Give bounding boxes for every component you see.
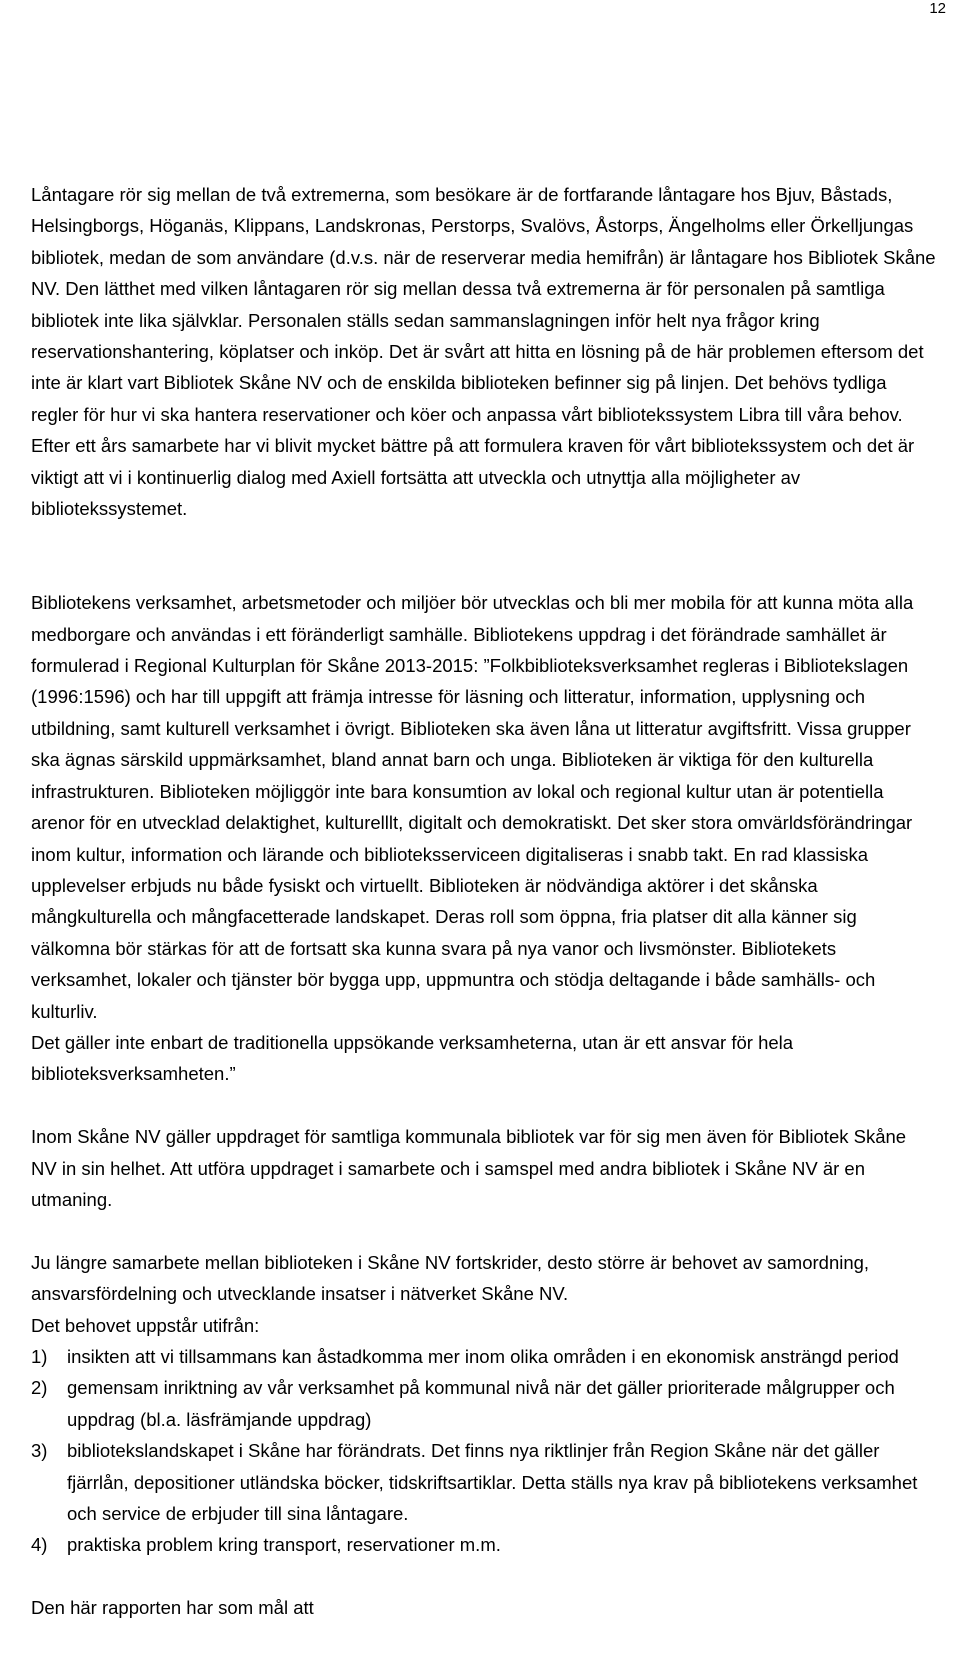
list-number: 2) xyxy=(31,1377,48,1399)
list-text: insikten att vi tillsammans kan åstadkomma mer inom olika områden i en ekonomisk ansträngd period xyxy=(67,1345,899,1367)
paragraph-gap xyxy=(31,524,936,555)
paragraph-gap xyxy=(31,1215,936,1246)
paragraph-cooperation: Ju längre samarbete mellan biblioteken i Skåne NV fortskrider, desto större är behovet av samordning, ansvarsfördelning och utvecklande insatser i nätverket Skåne NV. xyxy=(31,1251,870,1305)
page-number: 12 xyxy=(929,0,946,17)
paragraph-gap xyxy=(31,556,936,587)
list-text: gemensam inriktning av vår verksamhet på kommunal nivå när det gäller prioriterade målgrupper och uppdrag (bl.a. läsfrämjande uppdrag) xyxy=(67,1377,895,1430)
list-number: 1) xyxy=(31,1345,48,1367)
paragraph-skane-nv-mission: Inom Skåne NV gäller uppdraget för samtliga kommunala bibliotek var för sig men även för Bibliotek Skåne NV in sin helhet. Att utföra uppdraget i samarbete och i samspel med andra bibliotek i Skåne NV är en utmaning. xyxy=(31,1126,907,1210)
list-item xyxy=(31,1529,936,1560)
list-item xyxy=(31,1372,936,1435)
paragraph-borrowers: Låntagare rör sig mellan de två extremerna, som besökare är de fortfarande låntagare hos Bjuv, Båstads, Helsingborgs, Höganäs, Klippans, Landskronas, Perstorps, Svalövs, Åstorps, Ängelholms eller Örkelljungas bibliotek, medan de som användare (d.v.s. när de reserverar media hemifrån) är låntagare hos Bibliotek Skåne NV. Den lätthet med vilken låntagaren rör sig mellan dessa två extremerna är för personalen på samtliga bibliotek inte lika självklar. Personalen ställs sedan sammanslagningen inför helt nya frågor kring reservationshantering, köplatser och inköp. Det är svårt att hitta en lösning på de här problemen eftersom det inte är klart vart Bibliotek Skåne NV och de enskilda biblioteken befinner sig på linjen. Det behövs tydliga regler för hur vi ska hantera reservationer och köer och anpassa vårt bibliotekssystem Libra till våra behov. Efter ett års samarbete har vi blivit mycket bättre på att formulera kraven för vårt bibliotekssystem och det är viktigt att vi i kontinuerlig dialog med Axiell fortsätta att utveckla och utnyttja alla möjligheter av bibliotekssystemet. xyxy=(31,184,936,520)
document-body xyxy=(31,179,936,1624)
list-item xyxy=(31,1341,936,1372)
paragraph-gap xyxy=(31,1090,936,1121)
paragraph-need-intro: Det behovet uppstår utifrån: xyxy=(31,1314,260,1336)
paragraph-library-mission-end: Det gäller inte enbart de traditionella uppsökande verksamheterna, utan är ett ansvar för hela biblioteksverksamheten.” xyxy=(31,1031,794,1085)
numbered-list xyxy=(31,1341,936,1561)
paragraph-gap xyxy=(31,1561,936,1592)
paragraph-library-mission: Bibliotekens verksamhet, arbetsmetoder och miljöer bör utvecklas och bli mer mobila för att kunna möta alla medborgare och användas i ett föränderligt samhälle. Bibliotekens uppdrag i det förändrade samhället är formulerad i Regional Kulturplan för Skåne 2013-2015: ”Folkbiblioteksverksamhet regleras i Bibliotekslagen (1996:1596) och har till uppgift att främja intresse för läsning och litteratur, information, upplysning och utbildning, samt kulturell verksamhet i övrigt. Biblioteken ska även låna ut litteratur avgiftsfritt. Vissa grupper ska ägnas särskild uppmärksamhet, bland annat barn och unga. Biblioteken är viktiga för den kulturella infrastrukturen. Biblioteken möjliggör inte bara konsumtion av lokal och regional kultur utan är potentiella arenor för en utvecklad delaktighet, kulturelllt, digitalt och demokratiskt. Det sker stora omvärldsförändringar inom kultur, information och lärande och biblioteksserviceen digitaliseras i snabb takt. En rad klassiska upplevelser erbjuds nu både fysiskt och virtuellt. Biblioteken är nödvändiga aktörer i det skånska mångkulturella och mångfacetterade landskapet. Deras roll som öppna, fria platser dit alla känner sig välkomna bör stärkas för att de fortsatt ska kunna svara på nya vanor och livsmönster. Bibliotekets verksamhet, lokaler och tjänster bör bygga upp, uppmuntra och stödja deltagande i både samhälls- och kulturliv. xyxy=(31,592,914,1022)
list-item xyxy=(31,1435,936,1529)
paragraph-report-goal: Den här rapporten har som mål att xyxy=(31,1597,314,1619)
list-text: praktiska problem kring transport, reservationer m.m. xyxy=(67,1534,501,1556)
list-number: 3) xyxy=(31,1440,48,1462)
list-number: 4) xyxy=(31,1534,48,1556)
list-text: bibliotekslandskapet i Skåne har förändrats. Det finns nya riktlinjer från Region Skåne när det gäller fjärrlån, depositioner utländska böcker, tidskriftsartiklar. Detta ställs nya krav på bibliotekens verksamhet och service de erbjuder till sina låntagare. xyxy=(67,1440,918,1524)
